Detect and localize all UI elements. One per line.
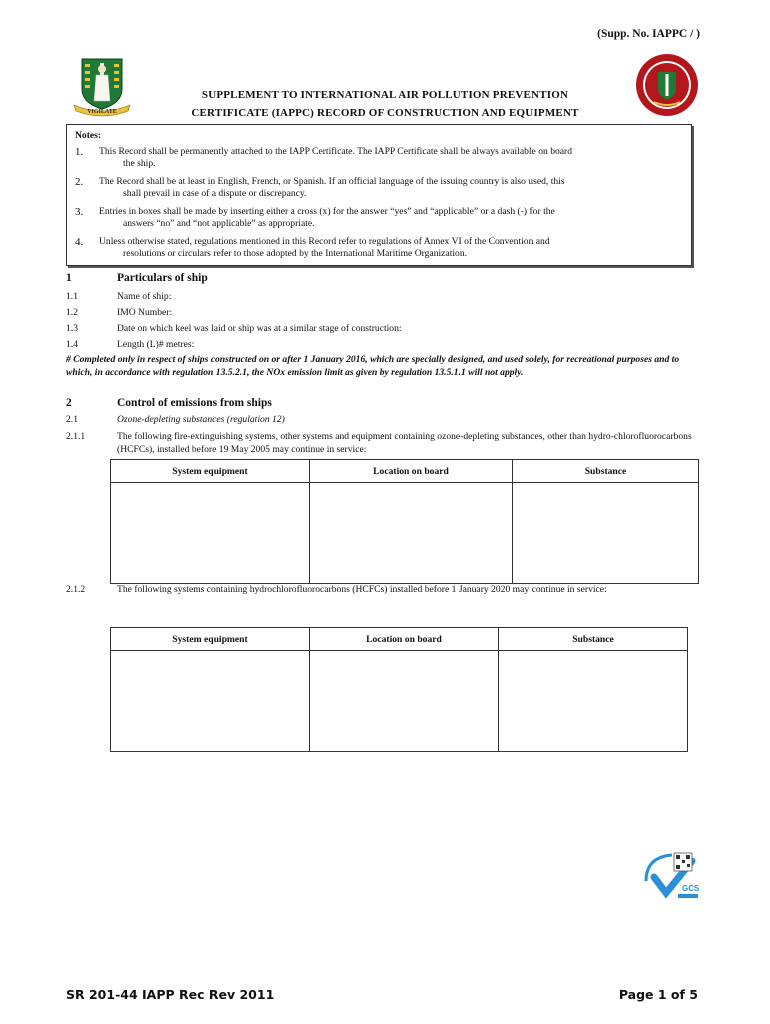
note-text: Entries in boxes shall be made by inserting either a cross (x) for the answer “yes” and “applicable” or a dash (-) for the [99, 205, 555, 217]
cell-location-on-board[interactable] [310, 651, 499, 752]
cell-system-equipment[interactable] [111, 483, 310, 584]
item-2-1-1-text: The following fire-extinguishing systems, other systems and equipment containing ozone-depleting substances, other than hydro-chlorofluorocarbons (HCFCs), installed before 19 May 2005 may continue in service: [117, 431, 692, 455]
document-title [150, 86, 620, 122]
supp-number: (Supp. No. IAPPC / ) [597, 28, 700, 40]
note-number: 4. [75, 235, 84, 248]
footer-doc-ref: SR 201-44 IAPP Rec Rev 2011 [66, 987, 275, 1002]
note-text: The Record shall be at least in English, French, or Spanish. If an official language of the issuing country is also used, this [99, 175, 565, 187]
registry-seal-logo [634, 52, 700, 118]
note-number: 2. [75, 175, 84, 188]
item-number: 2.1.2 [66, 584, 86, 595]
section-number: 1 [66, 272, 72, 284]
item-number: 1.3 [66, 323, 78, 334]
subsection-2-1 [66, 414, 696, 425]
verification-badge-icon [640, 847, 704, 911]
section-1-heading [66, 272, 696, 284]
note-text: shall prevail in case of a dispute or discrepancy. [123, 188, 307, 199]
section-number: 2 [66, 397, 72, 409]
note-text: resolutions or circulars refer to those adopted by the International Maritime Organization. [123, 248, 468, 259]
col-system-equipment: System equipment [111, 628, 310, 651]
note-item [75, 146, 683, 171]
cell-system-equipment[interactable] [111, 651, 310, 752]
item-number: 2.1 [66, 414, 78, 425]
note-text: Unless otherwise stated, regulations mentioned in this Record refer to regulations of Annex VI of the Convention and [99, 235, 550, 247]
item-number: 1.1 [66, 291, 78, 302]
section-title: Particulars of ship [117, 272, 208, 284]
table-header-row [111, 628, 688, 651]
ods-equipment-table [110, 459, 699, 584]
field-label: Date on which keel was laid or ship was at a similar stage of construction: [117, 323, 402, 334]
section-title: Control of emissions from ships [117, 397, 272, 409]
notes-box [66, 124, 692, 266]
col-system-equipment: System equipment [111, 460, 310, 483]
notes-title: Notes: [75, 130, 102, 141]
field-label: IMO Number: [117, 307, 173, 318]
item-number: 1.2 [66, 307, 78, 318]
title-line-2: CERTIFICATE (IAPPC) RECORD OF CONSTRUCTION AND EQUIPMENT [191, 107, 579, 119]
footer-page-number: Page 1 of 5 [618, 987, 698, 1002]
table-row [111, 483, 699, 584]
cell-substance[interactable] [513, 483, 699, 584]
field-length[interactable] [66, 339, 696, 350]
bvi-crest-logo [70, 55, 134, 117]
title-line-1: SUPPLEMENT TO INTERNATIONAL AIR POLLUTION PREVENTION [201, 89, 569, 101]
item-number: 1.4 [66, 339, 78, 350]
field-label: Name of ship: [117, 291, 172, 302]
col-location-on-board: Location on board [310, 460, 513, 483]
note-number: 1. [75, 145, 84, 158]
crest-motto: VIGILATE [87, 109, 117, 115]
note-text: the ship. [123, 158, 156, 169]
section-2-heading [66, 397, 696, 409]
hcfc-equipment-table [110, 627, 688, 752]
field-name-of-ship[interactable] [66, 291, 696, 302]
hash-footnote: # Completed only in respect of ships constructed on or after 1 January 2016, which are specially designed, and used solely, for recreational purposes and to which, in accordance with regulation 13.5.2.1, the NOx emission limit as given by regulation 13.5.1.1 will not apply. [66, 354, 680, 378]
table-row [111, 651, 688, 752]
subsection-title: Ozone-depleting substances (regulation 12) [117, 414, 285, 425]
cell-location-on-board[interactable] [310, 483, 513, 584]
col-substance: Substance [513, 460, 699, 483]
note-item [75, 176, 683, 201]
note-number: 3. [75, 205, 84, 218]
cell-substance[interactable] [499, 651, 688, 752]
note-item [75, 236, 683, 261]
table-header-row [111, 460, 699, 483]
note-item [75, 206, 683, 231]
note-text: answers “no” and “not applicable” as appropriate. [123, 218, 315, 229]
field-label: Length (L)# metres: [117, 339, 195, 350]
item-2-1-2-text: The following systems containing hydrochlorofluorocarbons (HCFCs) installed before 1 January 2020 may continue in service: [117, 584, 607, 595]
badge-text: GCS [682, 884, 700, 893]
col-substance: Substance [499, 628, 688, 651]
field-imo-number[interactable] [66, 307, 696, 318]
item-number: 2.1.1 [66, 431, 86, 442]
note-text: This Record shall be permanently attached to the IAPP Certificate. The IAPP Certificate shall be always available on board [99, 145, 573, 157]
col-location-on-board: Location on board [310, 628, 499, 651]
field-keel-date[interactable] [66, 323, 696, 334]
